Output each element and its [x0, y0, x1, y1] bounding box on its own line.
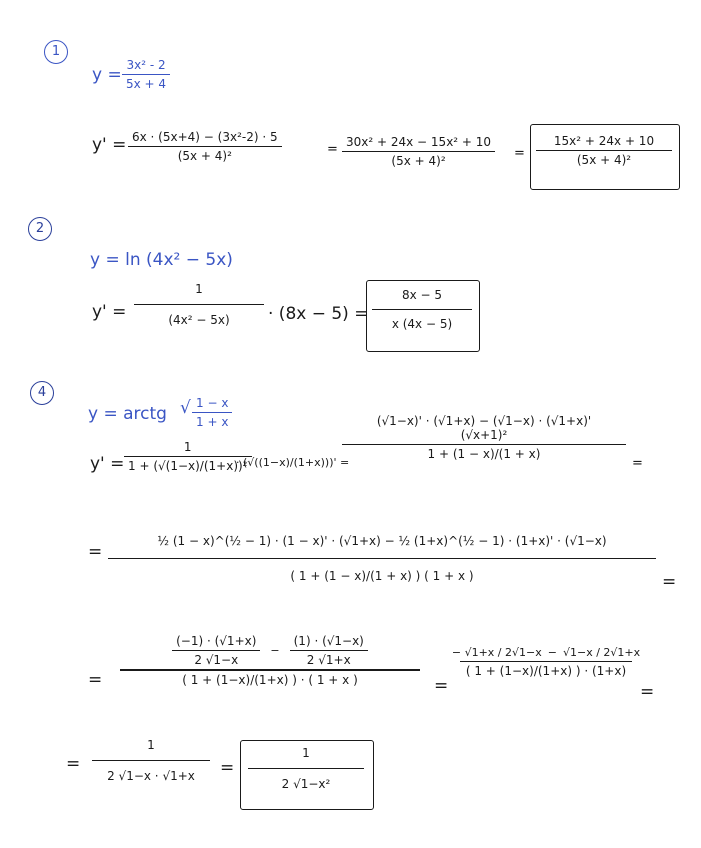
p4-l3-big-fraction	[120, 634, 420, 687]
p4-l2-start-eq: =	[88, 542, 103, 562]
p4-l3-c-numerator-2: √1−x / 2√1+x	[562, 646, 641, 659]
p4-l3-denominator: ( 1 + (1−x)/(1+x) ) · ( 1 + x )	[182, 672, 358, 687]
p4-l1-fraction	[124, 440, 252, 473]
p4-l1-multiplier: · (√((1−x)/(1+x)))' =	[236, 456, 350, 469]
p4-answer-numerator: 1	[302, 746, 310, 760]
p1-answer-bar	[536, 150, 672, 151]
p2-func: y = ln (4x² − 5x)	[90, 250, 233, 270]
p4-l3-a-bar	[172, 650, 260, 651]
p4-l3-c-denominator: ( 1 + (1−x)/(1+x) ) · (1+x)	[465, 664, 627, 679]
p4-l3-a-numerator: (−1) · (√1+x)	[176, 634, 257, 648]
p1-func-fraction	[122, 58, 170, 91]
p2-multiplier: · (8x − 5) =	[268, 304, 369, 324]
p4-l2-denominator: ( 1 + (1 − x)/(1 + x) ) ( 1 + x )	[290, 569, 474, 584]
p1-d1-denominator: (5x + 4)²	[177, 149, 232, 164]
p4-l3-b-bar	[290, 650, 368, 651]
p4-l3-a-denominator: 2 √1−x	[194, 653, 239, 668]
p1-answer-fraction	[536, 134, 672, 167]
p4-l1-right-numerator: (√1−x)' · (√1+x) − (√1−x) · (√1+x)'	[376, 414, 592, 428]
p4-l3-c-numerator-1: − √1+x / 2√1−x	[451, 646, 542, 659]
p2-answer-fraction	[372, 288, 472, 331]
p4-l2-fraction	[108, 534, 656, 583]
p1-func-bar	[122, 74, 170, 75]
p1-deriv-fraction-1	[128, 130, 282, 163]
p1-deriv-fraction-2	[342, 135, 495, 168]
p4-l3-start-eq: =	[88, 670, 103, 690]
p2-answer-bar	[372, 309, 472, 310]
p4-func-bar	[192, 412, 232, 413]
p4-l4-bar	[92, 760, 210, 761]
p4-l1-bar	[124, 456, 252, 457]
p2-answer-denominator: x (4x − 5)	[391, 317, 453, 332]
p4-l4-start-eq: =	[66, 754, 81, 774]
problem-4-number: 4	[30, 381, 54, 405]
p4-l4-denominator: 2 √1−x · √1+x	[107, 769, 195, 784]
p2-d-numerator: 1	[195, 282, 203, 296]
p2-deriv-fraction	[134, 282, 264, 327]
p4-l3-end-eq: =	[640, 682, 655, 702]
p4-l3-c-bar	[460, 661, 632, 662]
p2-deriv-lhs: y' =	[92, 302, 127, 322]
p1-answer-denominator: (5x + 4)²	[576, 153, 632, 168]
p1-func-lhs: y =	[92, 65, 122, 85]
p4-l4-eq: =	[220, 758, 235, 778]
p4-l2-numerator: ½ (1 − x)^(½ − 1) · (1 − x)' · (√1+x) − ½ (1+x)^(½ − 1) · (1+x)' · (√1−x)	[157, 534, 607, 548]
p1-deriv-lhs: y' =	[92, 135, 127, 155]
p4-l4-numerator: 1	[147, 738, 155, 752]
p4-l2-bar	[108, 558, 656, 559]
p4-l4-fraction	[92, 738, 210, 783]
p4-l3-b-fraction	[290, 634, 368, 667]
p1-eq-2: =	[514, 146, 525, 161]
p1-d2-bar	[342, 151, 495, 152]
problem-1-number: 1	[44, 40, 68, 64]
p2-answer-numerator: 8x − 5	[401, 288, 443, 302]
p1-d2-denominator: (5x + 4)²	[391, 154, 446, 169]
p4-l1-end-eq: =	[632, 456, 643, 471]
p4-l3-c-minus: −	[547, 646, 557, 659]
p4-l3-big-bar	[120, 669, 420, 670]
p1-answer-numerator: 15x² + 24x + 10	[553, 134, 655, 148]
p4-l1-right-fraction	[342, 414, 626, 461]
p4-l1-right-bar	[342, 444, 626, 445]
p4-l1-denominator: 1 + (√(1−x)/(1+x))²	[128, 459, 248, 474]
p4-sqrt-icon: √	[180, 398, 191, 418]
p4-l1-right-denominator: 1 + (1 − x)/(1 + x)	[427, 447, 541, 462]
p4-l3-b-denominator: 2 √1+x	[306, 653, 351, 668]
p1-eq-1: =	[327, 142, 338, 157]
problem-2-number: 2	[28, 217, 52, 241]
p1-d1-numerator: 6x · (5x+4) − (3x²-2) · 5	[132, 130, 278, 144]
p4-l2-end-eq: =	[662, 572, 677, 592]
p4-func-numerator: 1 − x	[196, 396, 229, 410]
p1-func-numerator: 3x² - 2	[126, 58, 166, 72]
p1-func-denominator: 5x + 4	[126, 77, 167, 92]
p4-func-lhs: y = arctg	[88, 404, 167, 424]
p4-l1-right-numerator-2: (√x+1)²	[460, 428, 508, 442]
p2-d-denominator: (4x² − 5x)	[168, 313, 230, 328]
p4-l3-numerator-row	[168, 634, 372, 667]
p4-l1-numerator: 1	[183, 440, 192, 454]
p2-d-bar	[134, 304, 264, 305]
p4-deriv-lhs: y' =	[90, 454, 125, 474]
p4-answer-bar	[248, 768, 364, 769]
p4-func-denominator: 1 + x	[196, 415, 229, 430]
p4-l3-c-numerator-row	[448, 646, 644, 659]
p4-l3-b-numerator: (1) · (√1−x)	[293, 634, 364, 648]
p4-answer-fraction	[248, 746, 364, 791]
p4-l3-c-fraction	[451, 646, 641, 679]
p4-l3-minus: −	[270, 644, 280, 658]
p4-l3-eq: =	[434, 676, 449, 696]
p1-d2-numerator: 30x² + 24x − 15x² + 10	[346, 135, 492, 149]
p4-answer-denominator: 2 √1−x²	[281, 777, 331, 792]
p4-l3-a-fraction	[172, 634, 260, 667]
p4-func-fraction	[192, 396, 232, 429]
p1-d1-bar	[128, 146, 282, 147]
